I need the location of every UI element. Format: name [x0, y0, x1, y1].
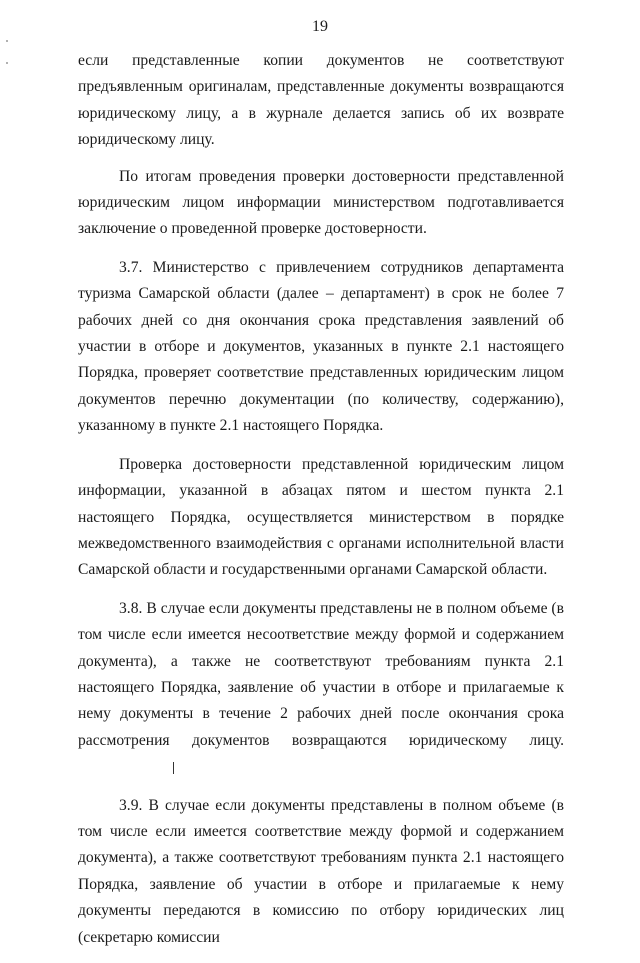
paragraph-3-7: 3.7. Министерство с привлечением сотрудников департамента туризма Самарской области (далее – департамент) в срок не более 7 рабочих дней со дня окончания срока представления заявлений об участии в отборе и документов, указанных в пункте 2.1 настоящего Порядка, проверяет соответствие представленных юридическим лицом документов перечню документации (по количеству, содержанию), указанному в пункте 2.1 настоящего Порядка.	[78, 258, 564, 435]
document-body	[78, 48, 564, 963]
paragraph-3-8-text: 3.8. В случае если документы представлены не в полном объеме (в том числе если имеется несоответствие между формой и содержанием документа), а также не соответствуют требованиям пункта 2.1 настоящего Порядка, заявление об участии в отборе и прилагаемые к нему документы в течение 2 рабочих дней после окончания срока рассмотрения документов возвращаются юридическому лицу.	[78, 599, 564, 749]
scan-speck	[6, 40, 8, 42]
page-number: 19	[312, 18, 328, 35]
text-cursor-mark	[173, 762, 174, 774]
scan-speck	[6, 62, 8, 64]
paragraph-1: если представленные копии документов не соответствуют предъявленным оригиналам, представленные документы возвращаются юридическому лицу, а в журнале делается запись об их возврате юридическому лицу.	[78, 52, 564, 149]
paragraph-verification: Проверка достоверности представленной юридическим лицом информации, указанной в абзацах пятом и шестом пункта 2.1 настоящего Порядка, осуществляется министерством в порядке межведомственного взаимодействия с органами исполнительной власти Самарской области и государственными органами Самарской области.	[78, 455, 564, 579]
paragraph-3-8	[78, 596, 564, 781]
paragraph-2: По итогам проведения проверки достоверности представленной юридическим лицом информации министерством подготавливается заключение о проведенной проверке достоверности.	[78, 167, 564, 238]
paragraph-3-9: 3.9. В случае если документы представлены в полном объеме (в том числе если имеется соответствие между формой и содержанием документа), а также соответствуют требованиям пункта 2.1 настоящего Порядка, заявление об участии в отборе и прилагаемые к нему документы передаются в комиссию по отбору юридических лиц (секретарю комиссии	[78, 796, 564, 946]
